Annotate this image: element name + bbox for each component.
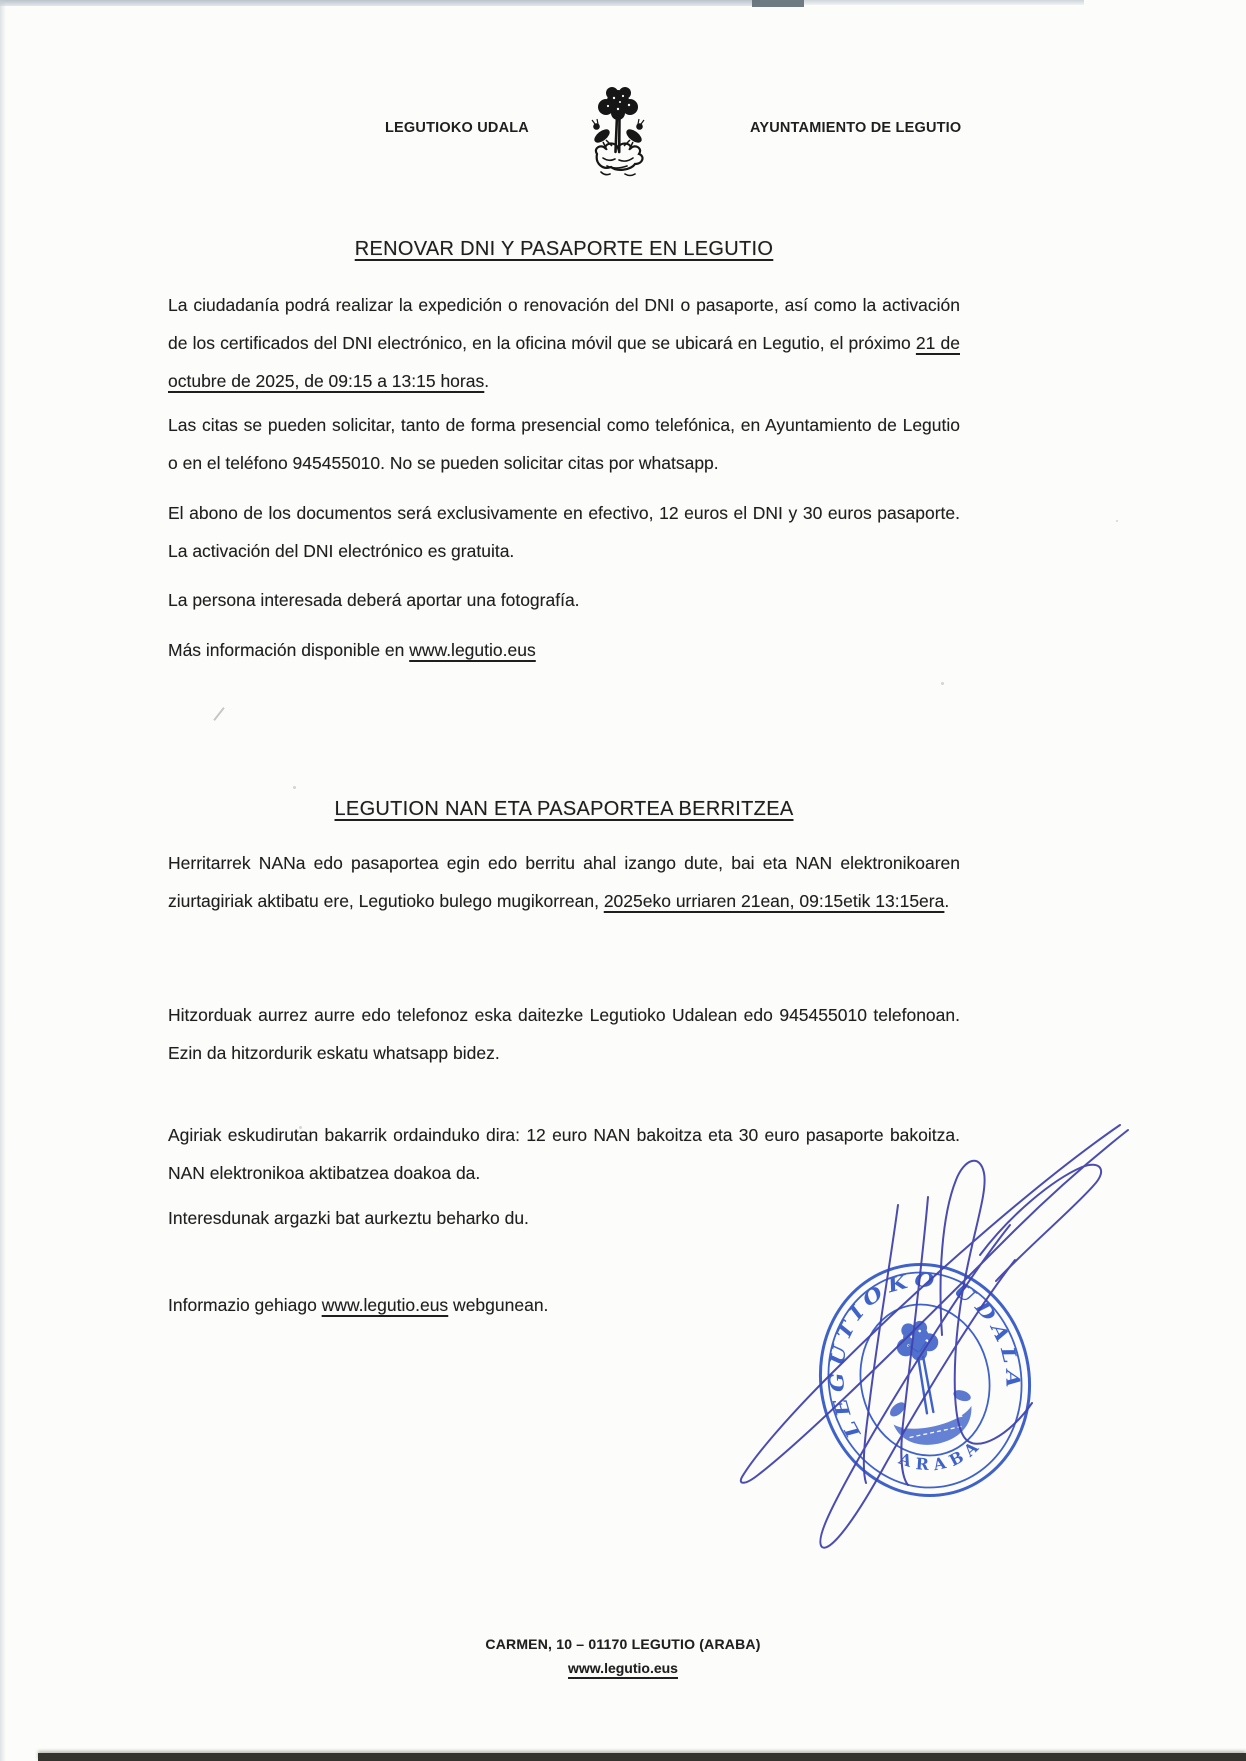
paragraph-es-4: La persona interesada deberá aportar una fotografía. xyxy=(168,590,580,610)
scan-artifact-top-edge-dark xyxy=(752,0,804,7)
stamp-ring-text: LEGUTIOKO UDALA xyxy=(826,1268,1024,1442)
paragraph-es-5: Más información disponible en www.legutio.eus xyxy=(168,640,536,660)
paragraph-eu-4: Interesdunak argazki bat aurkeztu beharko du. xyxy=(168,1208,529,1228)
footer-website-url: www.legutio.eus xyxy=(568,1660,678,1676)
scan-speck xyxy=(941,682,944,685)
scan-speck xyxy=(213,707,224,721)
official-stamp-and-signature xyxy=(680,1085,1160,1565)
section-title-spanish-text: RENOVAR DNI Y PASAPORTE EN LEGUTIO xyxy=(354,238,774,260)
paragraph-eu-5: Informazio gehiago www.legutio.eus webgunean. xyxy=(168,1295,549,1315)
scan-speck xyxy=(293,786,296,789)
paragraph-eu-1: Herritarrek NANa edo pasaportea egin edo berritu ahal izango dute, bai eta NAN elektronikoaren ziurtagiriak aktibatu ere, Legutioko bulego mugikorrean, 2025eko urriaren 21ean, 09:15etik 13:15era. xyxy=(168,853,960,911)
legutio-coat-of-arms-icon xyxy=(573,82,663,182)
website-url-eu: www.legutio.eus xyxy=(321,1295,449,1315)
underlined-date-eu: 2025eko urriaren 21ean, 09:15etik 13:15era xyxy=(603,891,945,911)
header-org-basque: LEGUTIOKO UDALA xyxy=(385,120,529,136)
paragraph-es-1: La ciudadanía podrá realizar la expedición o renovación del DNI o pasaporte, así como la activación de los certificados del DNI electrónico, en la oficina móvil que se ubicará en Legutio, el próximo 21 de octubre de 2025, de 09:15 a 13:15 horas. xyxy=(168,295,960,391)
scan-speck xyxy=(1116,520,1118,522)
stamp-bottom-text: ARABA xyxy=(896,1433,987,1475)
scan-artifact-top-edge xyxy=(0,0,760,6)
scan-artifact-left-edge xyxy=(0,0,6,1761)
scan-artifact-top-edge xyxy=(804,0,1084,5)
paragraph-es-2: Las citas se pueden solicitar, tanto de forma presencial como telefónica, en Ayuntamiento de Legutio o en el teléfono 945455010. No se pueden solicitar citas por whatsapp. xyxy=(168,415,960,473)
underlined-date-es: 21 de octubre de 2025, de 09:15 a 13:15 horas xyxy=(168,333,960,391)
paragraph-es-1-text: La ciudadanía podrá realizar la expedición o renovación del DNI o pasaporte, así como la activación de los certificados del DNI electrónico, en la oficina móvil que se ubicará en Legutio, el próximo xyxy=(168,295,960,353)
section-title-basque xyxy=(168,798,960,821)
website-url-es: www.legutio.eus xyxy=(409,640,536,660)
header-org-spanish: AYUNTAMIENTO DE LEGUTIO xyxy=(750,120,962,136)
footer-website xyxy=(0,1660,1246,1676)
footer-address: CARMEN, 10 – 01170 LEGUTIO (ARABA) xyxy=(485,1636,761,1652)
paragraph-eu-3: Agiriak eskudirutan bakarrik ordainduko dira: 12 euro NAN bakoitza eta 30 euro pasaporte bakoitza. NAN elektronikoa aktibatzea doakoa da. xyxy=(168,1125,960,1183)
paragraph-es-3: El abono de los documentos será exclusivamente en efectivo, 12 euros el DNI y 30 euros pasaporte. La activación del DNI electrónico es gratuita. xyxy=(168,503,960,561)
paragraph-eu-2: Hitzorduak aurrez aurre edo telefonoz eska daitezke Legutioko Udalean edo 945455010 telefonoan. Ezin da hitzordurik eskatu whatsapp bidez. xyxy=(168,1005,960,1063)
section-title-basque-text: LEGUTION NAN ETA PASAPORTEA BERRITZEA xyxy=(334,798,794,820)
section-title-spanish xyxy=(168,238,960,261)
scan-artifact-bottom-edge xyxy=(38,1753,1246,1761)
